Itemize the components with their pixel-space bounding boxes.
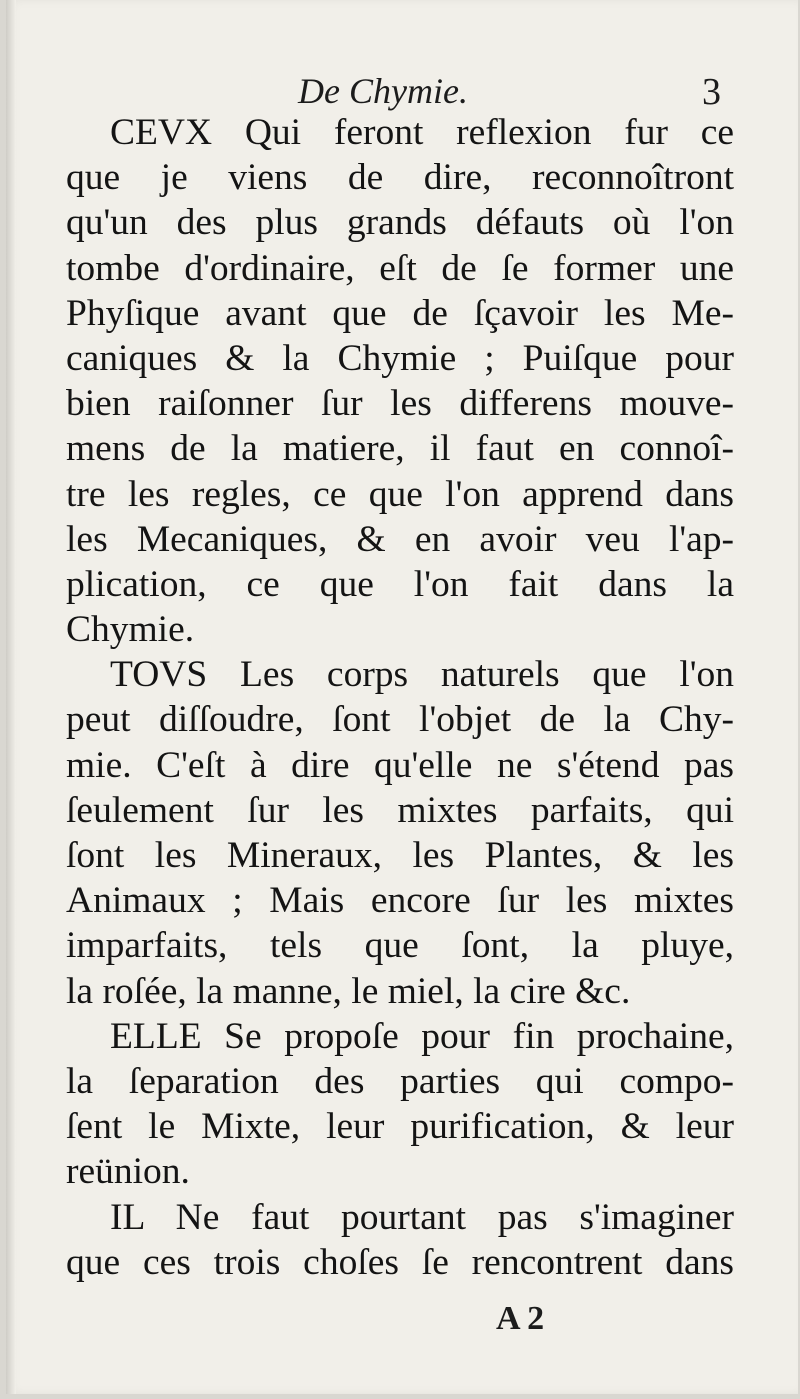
page-number: 3 bbox=[702, 71, 721, 113]
text-line: bien raiſonner ſur les differens mouve- bbox=[66, 383, 734, 425]
text-line: tombe d'ordinaire, eſt de ſe former une bbox=[66, 247, 734, 289]
text-line: peut diſſoudre, ſont l'objet de la Chy- bbox=[66, 699, 734, 741]
text-line: ſeulement ſur les mixtes parfaits, qui bbox=[66, 789, 734, 831]
text-line: que je viens de dire, reconnoîtront bbox=[66, 157, 734, 199]
text-line: les Mecaniques, & en avoir veu l'ap- bbox=[66, 518, 734, 560]
text-line: reünion. bbox=[66, 1151, 190, 1193]
text-line: TOVS Les corps naturels que l'on bbox=[110, 654, 734, 696]
text-line: mie. C'eſt à dire qu'elle ne s'étend pas bbox=[66, 744, 734, 786]
signature-mark: A 2 bbox=[496, 1300, 545, 1337]
text-line: la roſée, la manne, le miel, la cire &c. bbox=[66, 970, 631, 1012]
book-page bbox=[6, 0, 798, 1394]
text-line: Chymie. bbox=[66, 609, 195, 651]
text-line: ſont les Mineraux, les Plantes, & les bbox=[66, 835, 734, 876]
text-line: CEVX Qui feront reflexion fur ce bbox=[110, 112, 734, 153]
text-line: ELLE Se propoſe pour fin prochaine, bbox=[110, 1015, 734, 1057]
text-line: mens de la matiere, il faut en connoî- bbox=[66, 428, 734, 470]
text-line: Phyſique avant que de ſçavoir les Me- bbox=[66, 292, 734, 334]
page-gutter bbox=[6, 0, 16, 1394]
running-title: De Chymie. bbox=[298, 71, 468, 111]
text-line: caniques & la Chymie ; Puiſque pour bbox=[66, 337, 734, 379]
text-line: ſent le Mixte, leur purification, & leur bbox=[66, 1106, 734, 1148]
body-text bbox=[66, 110, 734, 1285]
text-line: Animaux ; Mais encore ſur les mixtes bbox=[66, 880, 734, 922]
text-line: imparfaits, tels que ſont, la pluye, bbox=[66, 925, 734, 967]
text-line: que ces trois choſes ſe rencontrent dans bbox=[66, 1241, 734, 1283]
text-line: IL Ne faut pourtant pas s'imaginer bbox=[110, 1196, 734, 1238]
text-line: plication, ce que l'on fait dans la bbox=[66, 563, 734, 605]
page-header bbox=[6, 64, 798, 114]
text-line: tre les regles, ce que l'on apprend dans bbox=[66, 473, 734, 515]
text-line: qu'un des plus grands défauts où l'on bbox=[66, 202, 734, 244]
text-line: la ſeparation des parties qui compo- bbox=[66, 1060, 734, 1102]
